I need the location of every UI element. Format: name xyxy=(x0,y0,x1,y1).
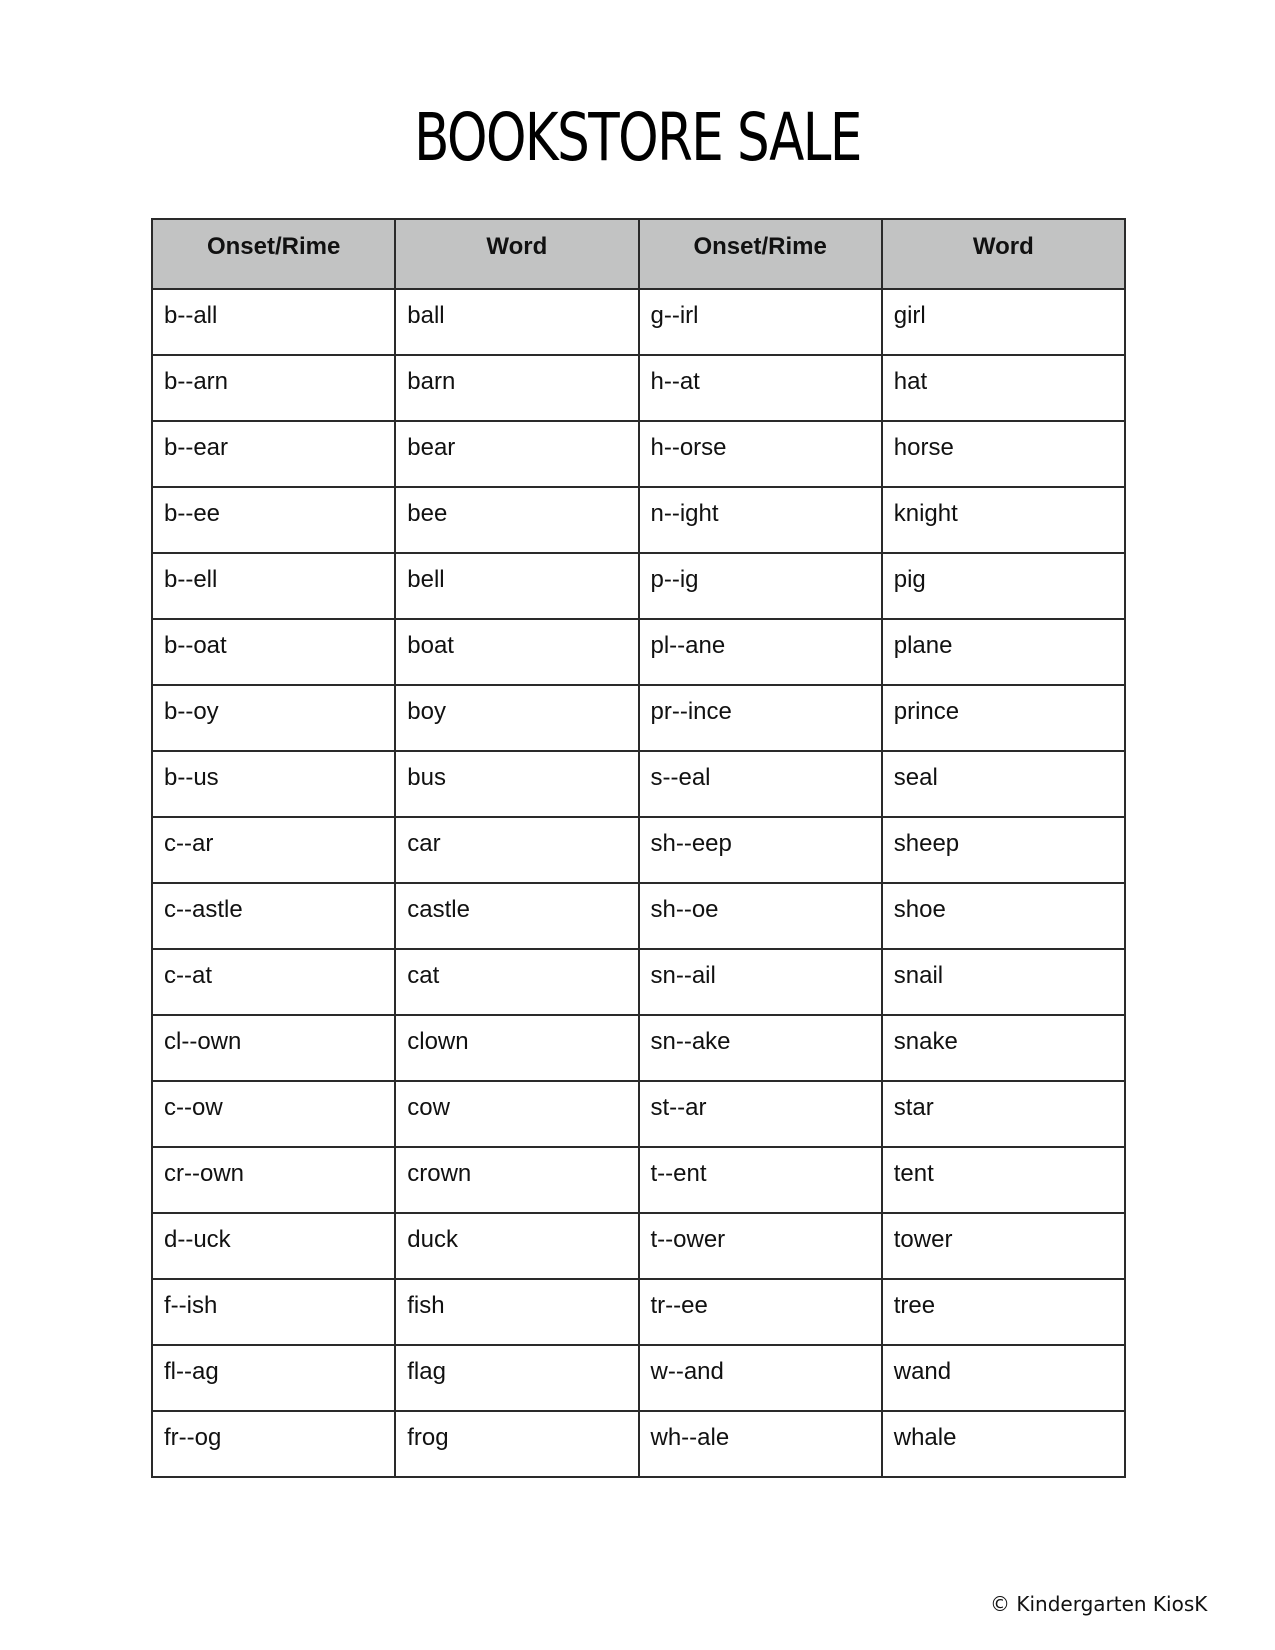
table-header-row xyxy=(152,219,1125,289)
onset-rime-cell: cl--own xyxy=(152,1015,395,1081)
word-cell: clown xyxy=(395,1015,638,1081)
onset-rime-cell: c--ar xyxy=(152,817,395,883)
column-header: Onset/Rime xyxy=(152,219,395,289)
word-cell: bus xyxy=(395,751,638,817)
table-row xyxy=(152,817,1125,883)
word-cell: ball xyxy=(395,289,638,355)
word-cell: tree xyxy=(882,1279,1125,1345)
table-row xyxy=(152,685,1125,751)
word-cell: seal xyxy=(882,751,1125,817)
word-cell: snake xyxy=(882,1015,1125,1081)
word-cell: sheep xyxy=(882,817,1125,883)
onset-rime-cell: h--orse xyxy=(639,421,882,487)
word-cell: frog xyxy=(395,1411,638,1477)
onset-rime-cell: fr--og xyxy=(152,1411,395,1477)
table-row xyxy=(152,1015,1125,1081)
word-cell: horse xyxy=(882,421,1125,487)
word-cell: car xyxy=(395,817,638,883)
onset-rime-cell: b--us xyxy=(152,751,395,817)
onset-rime-cell: t--ent xyxy=(639,1147,882,1213)
word-cell: bear xyxy=(395,421,638,487)
onset-rime-cell: pl--ane xyxy=(639,619,882,685)
word-cell: flag xyxy=(395,1345,638,1411)
onset-rime-cell: n--ight xyxy=(639,487,882,553)
word-cell: tent xyxy=(882,1147,1125,1213)
word-cell: castle xyxy=(395,883,638,949)
onset-rime-cell: st--ar xyxy=(639,1081,882,1147)
word-cell: shoe xyxy=(882,883,1125,949)
onset-rime-cell: fl--ag xyxy=(152,1345,395,1411)
onset-rime-cell: h--at xyxy=(639,355,882,421)
table-row xyxy=(152,289,1125,355)
column-header: Onset/Rime xyxy=(639,219,882,289)
table-row xyxy=(152,1147,1125,1213)
onset-rime-cell: t--ower xyxy=(639,1213,882,1279)
onset-rime-table xyxy=(151,218,1126,1478)
word-cell: girl xyxy=(882,289,1125,355)
column-header: Word xyxy=(395,219,638,289)
table-body xyxy=(152,289,1125,1477)
table-row xyxy=(152,1279,1125,1345)
onset-rime-cell: sh--eep xyxy=(639,817,882,883)
onset-rime-cell: p--ig xyxy=(639,553,882,619)
word-cell: boy xyxy=(395,685,638,751)
onset-rime-cell: c--ow xyxy=(152,1081,395,1147)
onset-rime-cell: tr--ee xyxy=(639,1279,882,1345)
copyright-notice: © Kindergarten KiosK xyxy=(990,1592,1208,1616)
word-cell: duck xyxy=(395,1213,638,1279)
word-cell: fish xyxy=(395,1279,638,1345)
word-cell: prince xyxy=(882,685,1125,751)
onset-rime-cell: s--eal xyxy=(639,751,882,817)
word-cell: pig xyxy=(882,553,1125,619)
onset-rime-cell: b--ee xyxy=(152,487,395,553)
onset-rime-cell: f--ish xyxy=(152,1279,395,1345)
word-cell: plane xyxy=(882,619,1125,685)
table-row xyxy=(152,1411,1125,1477)
word-cell: star xyxy=(882,1081,1125,1147)
word-cell: bee xyxy=(395,487,638,553)
onset-rime-cell: sh--oe xyxy=(639,883,882,949)
word-cell: cat xyxy=(395,949,638,1015)
onset-rime-cell: g--irl xyxy=(639,289,882,355)
word-cell: cow xyxy=(395,1081,638,1147)
table-row xyxy=(152,619,1125,685)
table-row xyxy=(152,1213,1125,1279)
page-title: BOOKSTORE SALE xyxy=(414,99,861,176)
word-cell: barn xyxy=(395,355,638,421)
word-cell: crown xyxy=(395,1147,638,1213)
word-cell: hat xyxy=(882,355,1125,421)
table-row xyxy=(152,1345,1125,1411)
word-cell: whale xyxy=(882,1411,1125,1477)
onset-rime-cell: b--arn xyxy=(152,355,395,421)
table-row xyxy=(152,949,1125,1015)
onset-rime-cell: cr--own xyxy=(152,1147,395,1213)
onset-rime-cell: b--oy xyxy=(152,685,395,751)
word-cell: wand xyxy=(882,1345,1125,1411)
word-cell: boat xyxy=(395,619,638,685)
word-cell: snail xyxy=(882,949,1125,1015)
onset-rime-cell: sn--ake xyxy=(639,1015,882,1081)
table-row xyxy=(152,883,1125,949)
onset-rime-cell: c--astle xyxy=(152,883,395,949)
table-row xyxy=(152,355,1125,421)
table-row xyxy=(152,1081,1125,1147)
onset-rime-cell: sn--ail xyxy=(639,949,882,1015)
onset-rime-cell: b--ear xyxy=(152,421,395,487)
onset-rime-cell: pr--ince xyxy=(639,685,882,751)
word-cell: knight xyxy=(882,487,1125,553)
onset-rime-cell: b--ell xyxy=(152,553,395,619)
table-row xyxy=(152,487,1125,553)
onset-rime-cell: d--uck xyxy=(152,1213,395,1279)
word-cell: tower xyxy=(882,1213,1125,1279)
table-row xyxy=(152,751,1125,817)
table-row xyxy=(152,553,1125,619)
onset-rime-cell: b--all xyxy=(152,289,395,355)
onset-rime-cell: b--oat xyxy=(152,619,395,685)
table-row xyxy=(152,421,1125,487)
onset-rime-cell: w--and xyxy=(639,1345,882,1411)
onset-rime-cell: c--at xyxy=(152,949,395,1015)
word-cell: bell xyxy=(395,553,638,619)
column-header: Word xyxy=(882,219,1125,289)
onset-rime-cell: wh--ale xyxy=(639,1411,882,1477)
